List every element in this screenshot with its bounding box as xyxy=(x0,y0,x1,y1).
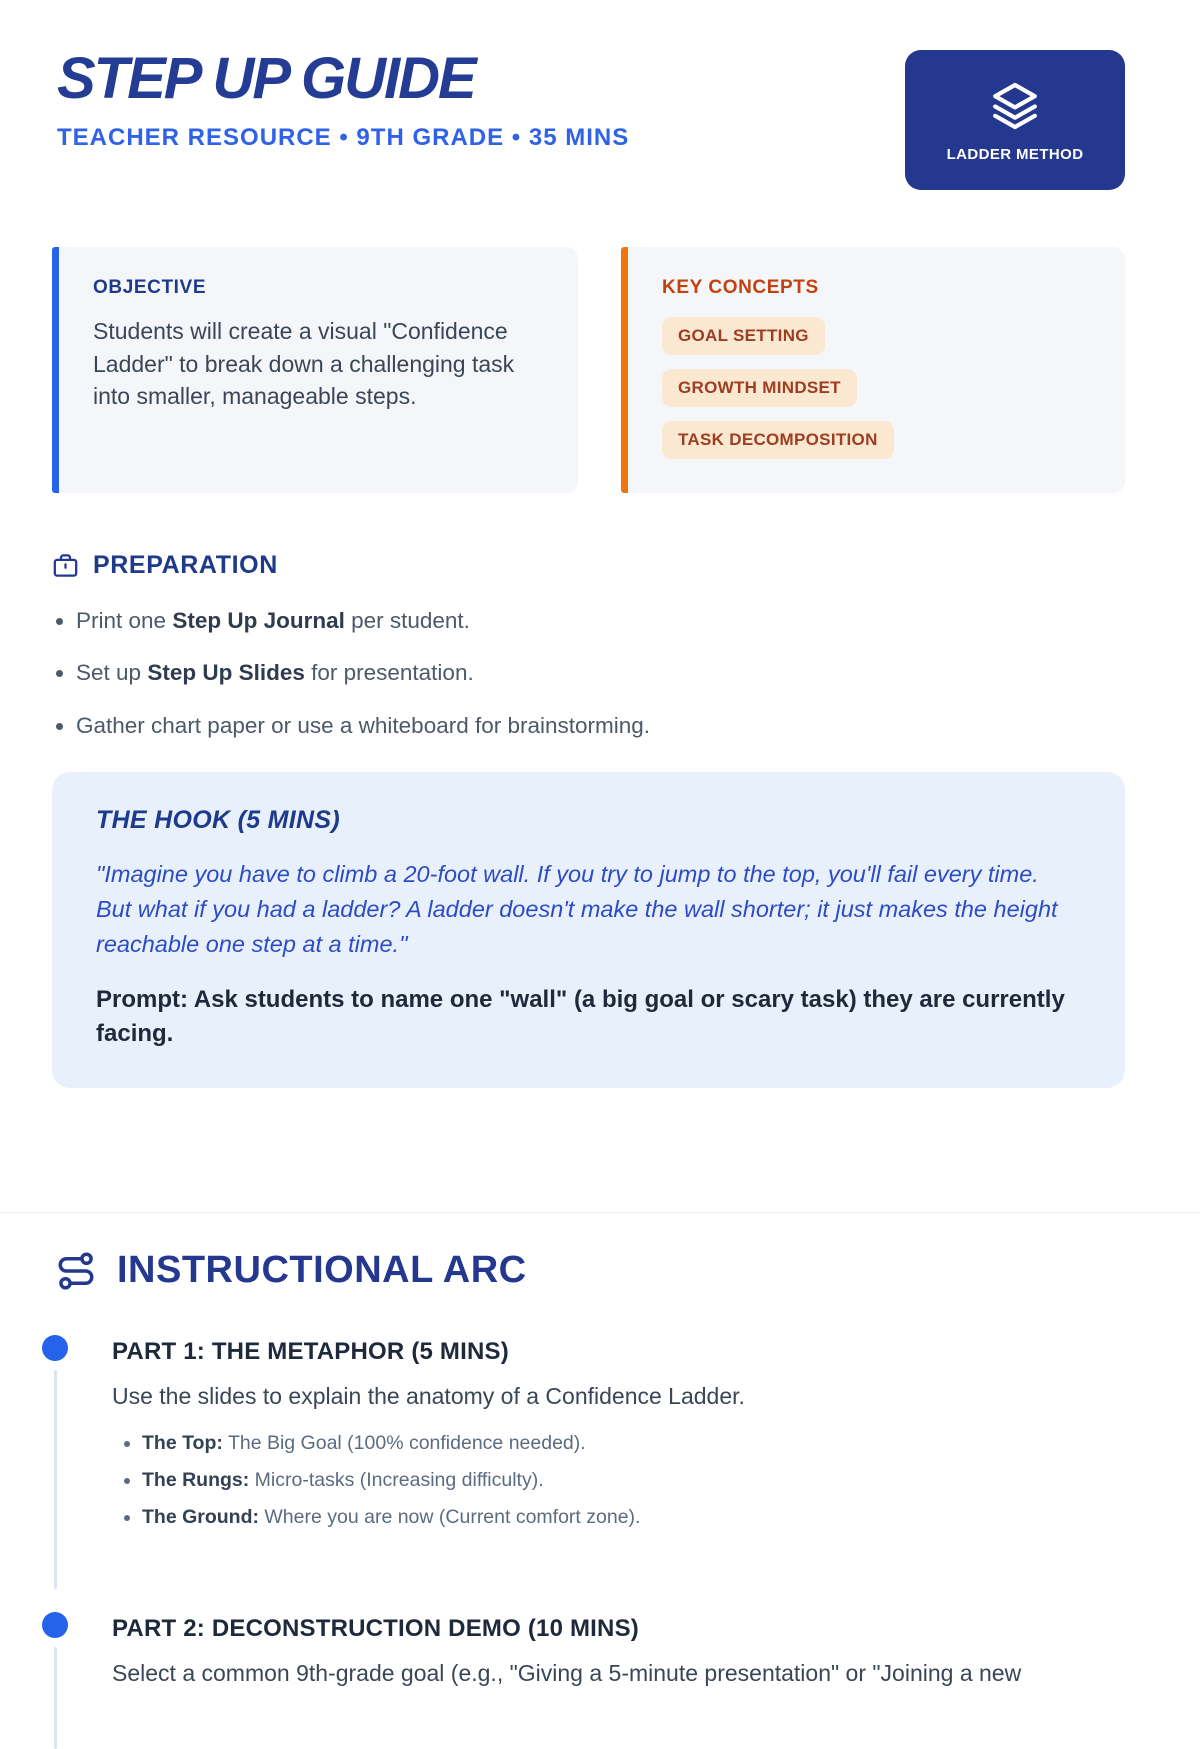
preparation-section xyxy=(52,551,1125,740)
preparation-item: • Gather chart paper or use a whiteboard for brainstorming. xyxy=(76,711,1125,740)
preparation-heading-label: PREPARATION xyxy=(93,551,278,579)
layers-icon xyxy=(987,78,1043,134)
summary-cards-row xyxy=(52,247,1125,493)
concept-tag: GOAL SETTING xyxy=(662,317,825,355)
badge-label: LADDER METHOD xyxy=(946,145,1084,163)
objective-card xyxy=(52,247,578,493)
preparation-list xyxy=(52,606,1125,740)
part-2 xyxy=(42,1615,1125,1689)
concept-tag: GROWTH MINDSET xyxy=(662,369,857,407)
briefcase-icon xyxy=(52,552,79,579)
timeline-dot xyxy=(42,1612,68,1638)
hook-prompt: Prompt: Ask students to name one "wall" (a big goal or scary task) they are currently facing. xyxy=(96,985,1065,1048)
part-1 xyxy=(42,1338,1125,1529)
preparation-item: • Set up Step Up Slides for presentation. xyxy=(76,658,1125,687)
ladder-method-badge xyxy=(905,50,1125,190)
concept-tag: TASK DECOMPOSITION xyxy=(662,421,894,459)
document-header xyxy=(0,0,1200,190)
header-title-block xyxy=(57,46,630,152)
route-icon xyxy=(55,1250,97,1292)
page-title: STEP UP GUIDE xyxy=(57,46,475,111)
part-1-bullets xyxy=(112,1432,1125,1529)
part-1-body: Use the slides to explain the anatomy of a Confidence Ladder. xyxy=(112,1383,745,1410)
timeline-dot xyxy=(42,1335,68,1361)
instructional-arc-heading xyxy=(55,1249,1125,1292)
key-concepts-card xyxy=(621,247,1125,493)
timeline-line xyxy=(54,1647,57,1749)
preparation-heading xyxy=(52,551,1125,580)
hook-card xyxy=(52,772,1125,1088)
part-2-body: Select a common 9th-grade goal (e.g., "Giving a 5-minute presentation" or "Joining a new xyxy=(112,1660,1022,1687)
part-2-title: PART 2: DECONSTRUCTION DEMO (10 MINS) xyxy=(112,1615,639,1643)
objective-heading: OBJECTIVE xyxy=(93,277,207,298)
part-1-bullet: • The Rungs: Micro-tasks (Increasing difficulty). xyxy=(142,1469,1125,1492)
instructional-arc-section xyxy=(0,1213,1200,1689)
timeline-line xyxy=(54,1370,57,1589)
part-1-bullet: • The Ground: Where you are now (Current comfort zone). xyxy=(142,1506,1125,1529)
part-1-bullet: • The Top: The Big Goal (100% confidence needed). xyxy=(142,1432,1125,1455)
part-1-title: PART 1: THE METAPHOR (5 MINS) xyxy=(112,1338,509,1366)
instructional-arc-heading-label: INSTRUCTIONAL ARC xyxy=(117,1249,527,1292)
key-concepts-heading: KEY CONCEPTS xyxy=(662,277,819,298)
hook-heading: THE HOOK (5 MINS) xyxy=(96,805,340,834)
hook-quote: "Imagine you have to climb a 20-foot wall. If you try to jump to the top, you'll fail every time. But what if you had a ladder? A ladder doesn't make the wall shorter; it just makes the height reachable one step at a time." xyxy=(96,860,1058,958)
page-subtitle: TEACHER RESOURCE • 9TH GRADE • 35 MINS xyxy=(57,124,630,151)
objective-text: Students will create a visual "Confidence Ladder" to break down a challenging task into smaller, manageable steps. xyxy=(93,318,515,410)
preparation-item: • Print one Step Up Journal per student. xyxy=(76,606,1125,635)
concept-tags xyxy=(662,317,1022,459)
